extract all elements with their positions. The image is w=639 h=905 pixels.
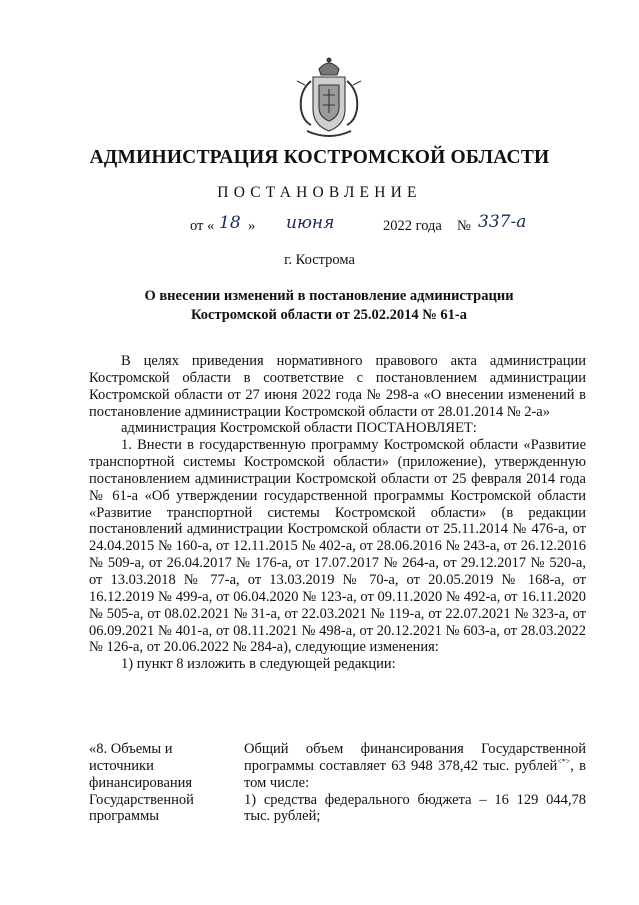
date-day: 18 <box>219 213 241 233</box>
label-line: финансирования <box>89 774 193 791</box>
date-close-quote: » <box>248 218 256 234</box>
subject-line-2: Костромской области от 25.02.2014 № 61-а <box>190 307 468 323</box>
date-prefix: от « <box>190 218 215 234</box>
paragraph-preamble: В целях приведения нормативного правового акта администрации Костромской области в соответствие с постановлением администрации Костромской области от 27 июня 2022 года № 298-а «О внесении изменений в постановление администрации Костромской области от 28.01.2014 № 2-а» <box>89 353 586 420</box>
document-body <box>89 353 586 673</box>
subject-line-1: О внесении изменений в постановление администрации <box>144 288 514 304</box>
number-sign: № <box>457 218 471 234</box>
document-subject <box>120 287 538 325</box>
city: г. Кострома <box>284 252 355 268</box>
date-year: 2022 года <box>383 218 442 234</box>
paragraph-item-1: 1. Внести в государственную программу Костромской области «Развитие транспортной системы Костромской области» (приложение), утвержденную постановлением администрации Костромской области от 25 февраля 2014 года № 61-а «Об утверждении государственной программы Костромской области «Развитие транспортной системы Костромской области» (в редакции постановлений администрации Костромской области от 25.11.2014 № 476-а, от 24.04.2015 № 160-а, от 12.11.2015 № 402-а, от 28.06.2016 № 243-а, от 26.12.2016 № 509-а, от 26.04.2017 № 176-а, от 17.07.2017 № 264-а, от 29.12.2017 № 520-а, от 13.03.2018 № 77-а, от 13.03.2019 № 70-а, от 20.05.2019 № 168-а, от 16.12.2019 № 499-а, от 06.04.2020 № 123-а, от 09.11.2020 № 492-а, от 16.11.2020 № 505-а, от 08.02.2021 № 31-а, от 22.03.2021 № 119-а, от 22.07.2021 № 323-а, от 06.09.2021 № 401-а, от 08.11.2021 № 498-а, от 20.12.2021 № 603-а, от 28.03.2022 № 126-а, от 20.06.2022 № 284-а), следующие изменения: <box>89 437 586 656</box>
agency-title: АДМИНИСТРАЦИЯ КОСТРОМСКОЙ ОБЛАСТИ <box>89 147 550 168</box>
funding-federal: 1) средства федерального бюджета – 16 129 044,78 тыс. рублей; <box>244 791 586 825</box>
label-line: «8. Объемы и <box>89 741 173 757</box>
document-number: 337-а <box>478 212 527 232</box>
paragraph-resolves: администрация Костромской области ПОСТАНОВЛЯЕТ: <box>121 420 477 437</box>
footnote-mark: <*> <box>557 757 571 767</box>
paragraph-subitem-1: 1) пункт 8 изложить в следующей редакции: <box>121 656 396 673</box>
label-line: программы <box>89 808 159 825</box>
funding-table-value <box>244 741 586 825</box>
funding-table-label <box>89 741 234 825</box>
funding-total-tail: , в том числе: <box>244 757 586 791</box>
label-line: Государственной <box>89 791 194 808</box>
funding-total <box>244 741 586 792</box>
coat-of-arms-icon <box>293 55 365 141</box>
funding-total-text: Общий объем финансирования Государственной программы составляет 63 948 378,42 тыс. рублей <box>244 741 586 774</box>
date-month: июня <box>286 213 335 233</box>
label-line: источники <box>89 757 154 774</box>
document-type: ПОСТАНОВЛЕНИЕ <box>217 184 422 201</box>
